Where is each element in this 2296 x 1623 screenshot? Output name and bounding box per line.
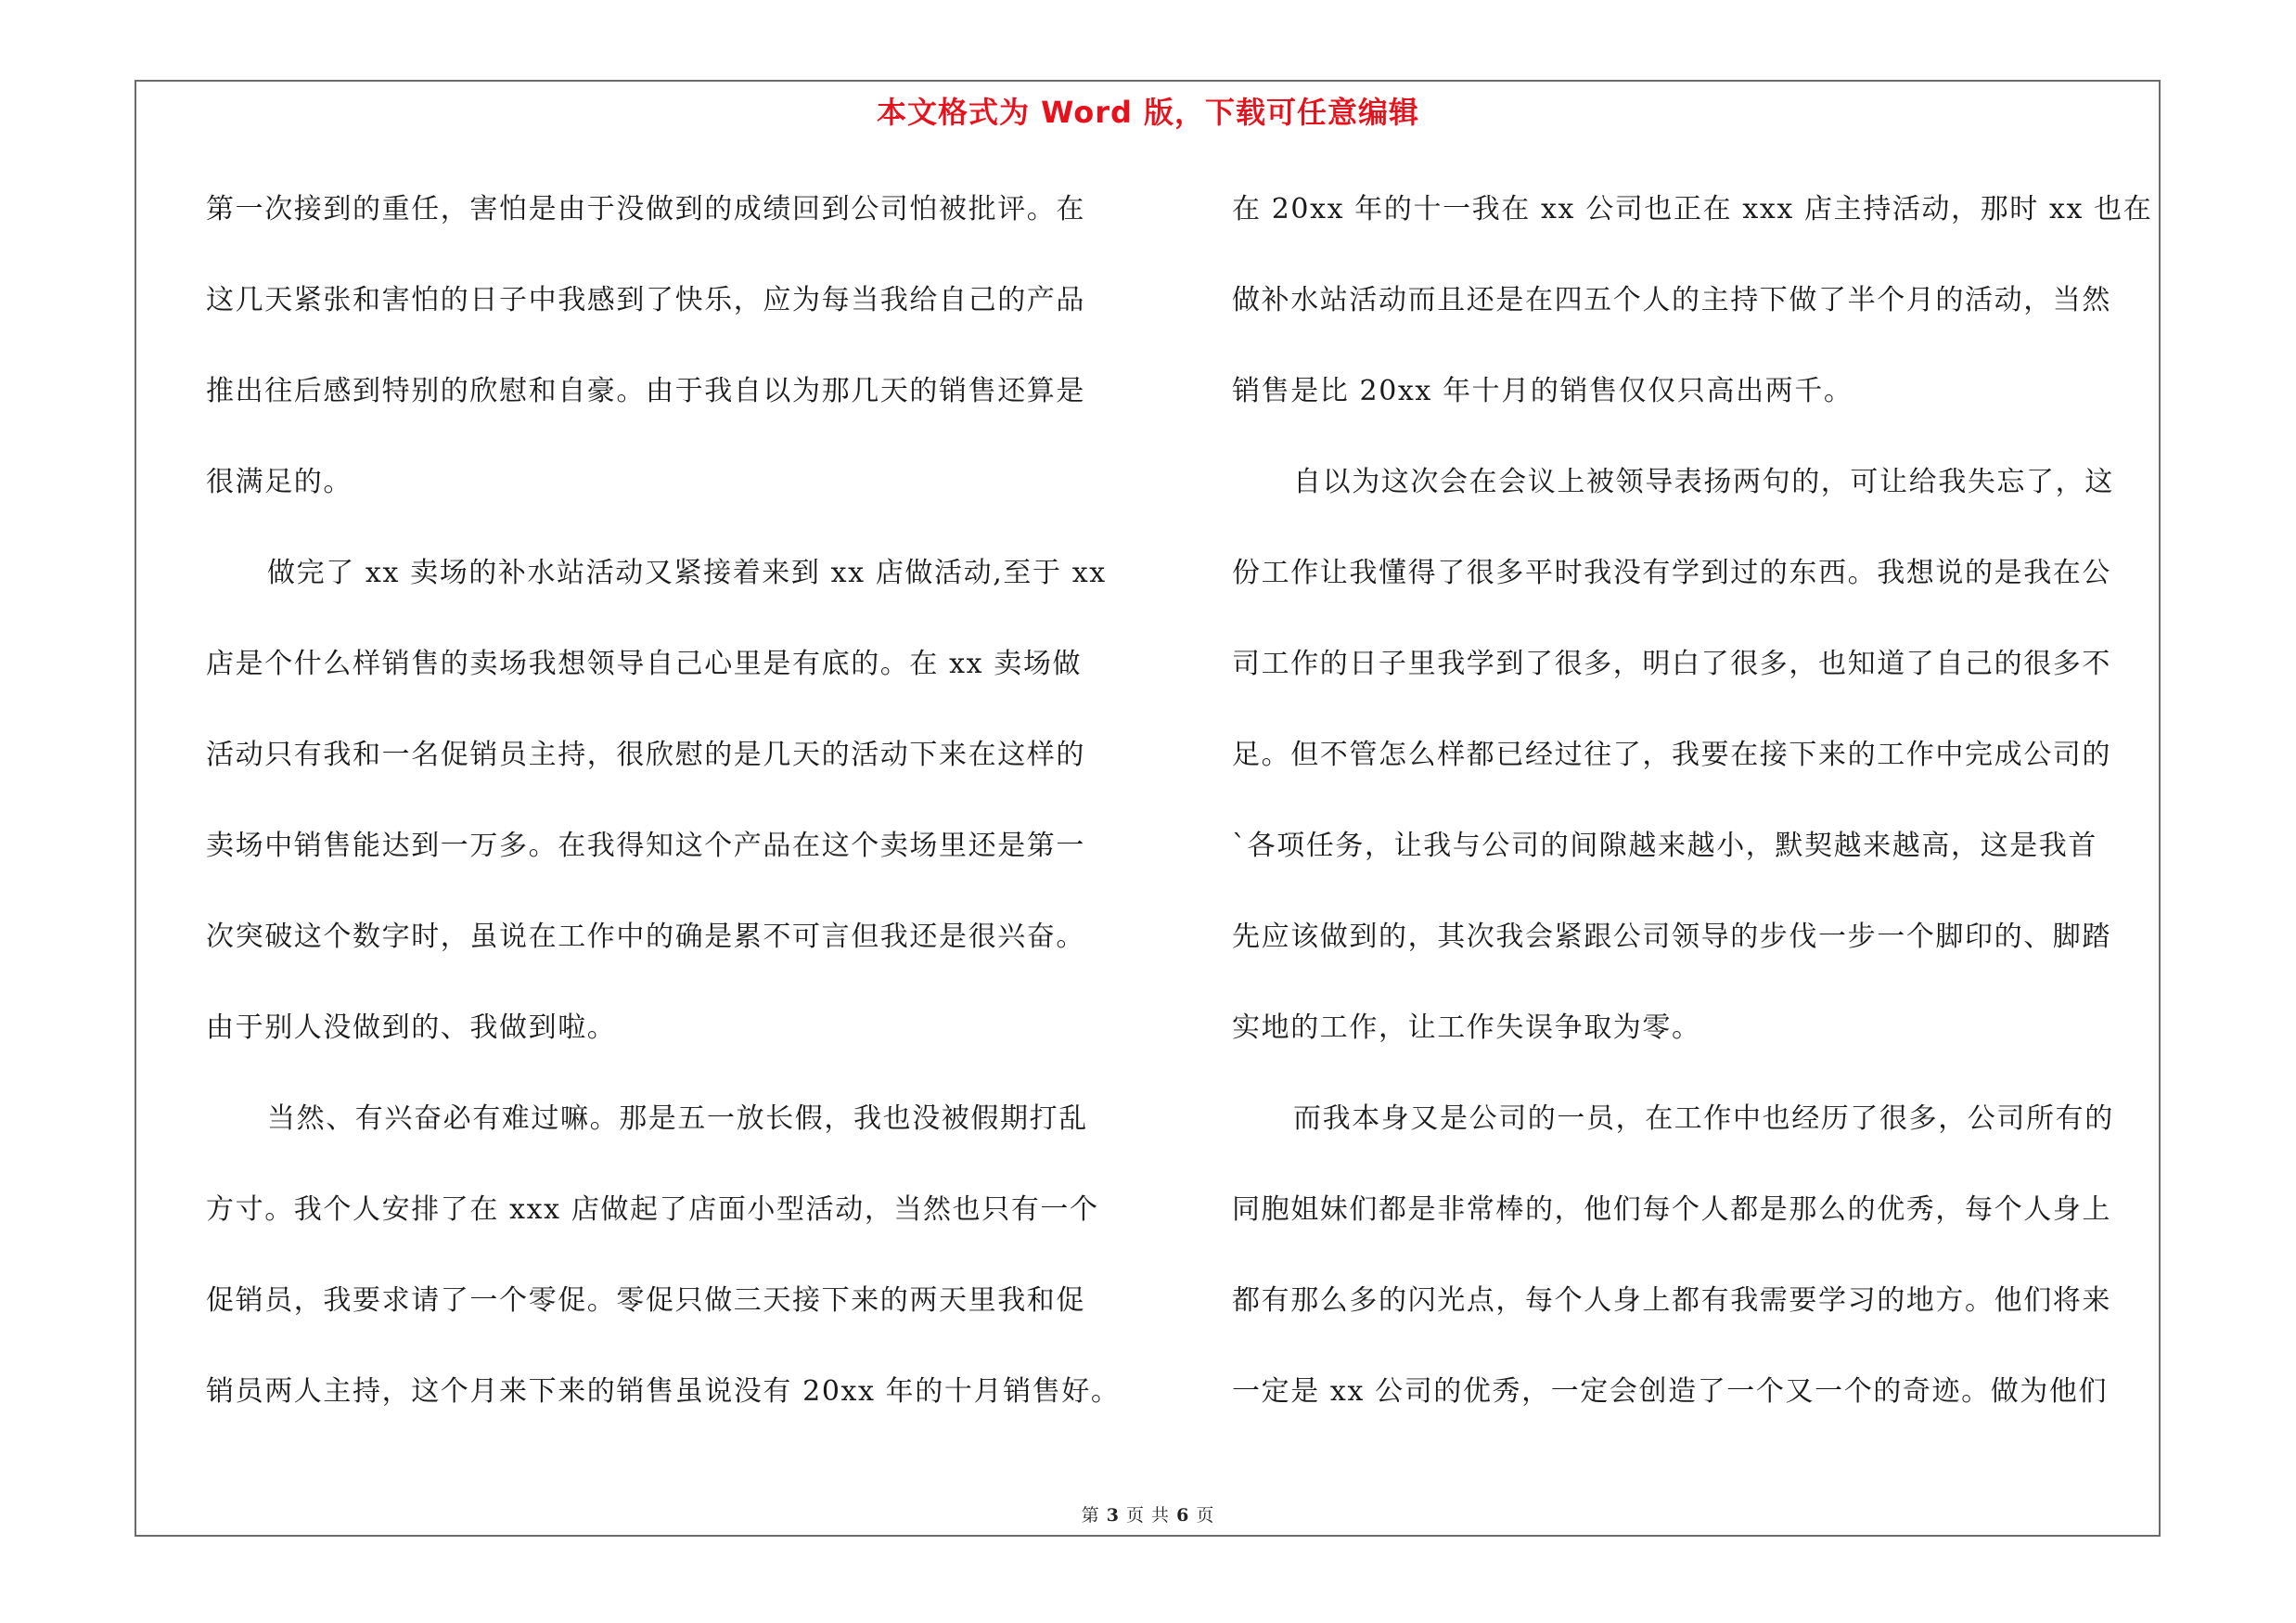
text-line: 先应该做到的，其次我会紧跟公司领导的步伐一步一个脚印的、脚踏: [1232, 921, 2111, 953]
text-line: 自以为这次会在会议上被领导表扬两句的，可让给我失忘了，这: [1293, 466, 2114, 498]
text-line: 这几天紧张和害怕的日子中我感到了快乐，应为每当我给自己的产品: [206, 284, 1085, 316]
text-line: 当然、有兴奋必有难过嘛。那是五一放长假，我也没被假期打乱: [267, 1102, 1088, 1135]
footer-suffix: 页: [1196, 1505, 1215, 1526]
text-line: 在 20xx 年的十一我在 xx 公司也正在 xxx 店主持活动，那时 xx 也在: [1232, 193, 2153, 225]
right-column: [1232, 182, 2160, 1455]
text-line: 方寸。我个人安排了在 xxx 店做起了店面小型活动，当然也只有一个: [206, 1193, 1099, 1226]
text-line: 店是个什么样销售的卖场我想领导自己心里是有底的。在 xx 卖场做: [206, 648, 1083, 680]
text-line: 由于别人没做到的、我做到啦。: [206, 1011, 617, 1044]
page-footer: [0, 1501, 2296, 1526]
text-line: 做完了 xx 卖场的补水站活动又紧接着来到 xx 店做活动,至于 xx: [267, 557, 1107, 589]
text-line: 卖场中销售能达到一万多。在我得知这个产品在这个卖场里还是第一: [206, 830, 1085, 862]
footer-middle: 页 共: [1125, 1505, 1171, 1526]
text-line: 做补水站活动而且还是在四五个人的主持下做了半个月的活动，当然: [1232, 284, 2111, 316]
text-line: 次突破这个数字时，虽说在工作中的确是累不可言但我还是很兴奋。: [206, 921, 1085, 953]
text-line: 而我本身又是公司的一员，在工作中也经历了很多，公司所有的: [1293, 1102, 2114, 1135]
text-line: 第一次接到的重任，害怕是由于没做到的成绩回到公司怕被批评。在: [206, 193, 1085, 225]
text-line: 销员两人主持，这个月来下来的销售虽说没有 20xx 年的十月销售好。: [206, 1375, 1121, 1408]
format-banner: 本文格式为 Word 版，下载可任意编辑: [876, 95, 1420, 130]
left-column: [206, 182, 1148, 1455]
text-line: 活动只有我和一名促销员主持，很欣慰的是几天的活动下来在这样的: [206, 739, 1085, 771]
text-line: 份工作让我懂得了很多平时我没有学到过的东西。我想说的是我在公: [1232, 557, 2111, 589]
text-line: 很满足的。: [206, 466, 353, 498]
footer-prefix: 第: [1081, 1505, 1100, 1526]
text-line: 足。但不管怎么样都已经过往了，我要在接下来的工作中完成公司的: [1232, 739, 2111, 771]
text-line: `各项任务，让我与公司的间隙越来越小，默契越来越高，这是我首: [1232, 830, 2097, 862]
text-line: 推出往后感到特别的欣慰和自豪。由于我自以为那几天的销售还算是: [206, 375, 1085, 407]
text-line: 促销员，我要求请了一个零促。零促只做三天接下来的两天里我和促: [206, 1284, 1085, 1317]
total-pages-number: 6: [1176, 1505, 1190, 1526]
text-line: 一定是 xx 公司的优秀，一定会创造了一个又一个的奇迹。做为他们: [1232, 1375, 2109, 1408]
text-line: 销售是比 20xx 年十月的销售仅仅只高出两千。: [1232, 375, 1853, 407]
current-page-number: 3: [1106, 1505, 1120, 1526]
text-line: 司工作的日子里我学到了很多，明白了很多，也知道了自己的很多不: [1232, 648, 2111, 680]
text-line: 实地的工作，让工作失误争取为零。: [1232, 1011, 1701, 1044]
text-line: 同胞姐妹们都是非常棒的，他们每个人都是那么的优秀，每个人身上: [1232, 1193, 2111, 1226]
text-line: 都有那么多的闪光点，每个人身上都有我需要学习的地方。他们将来: [1232, 1284, 2111, 1317]
